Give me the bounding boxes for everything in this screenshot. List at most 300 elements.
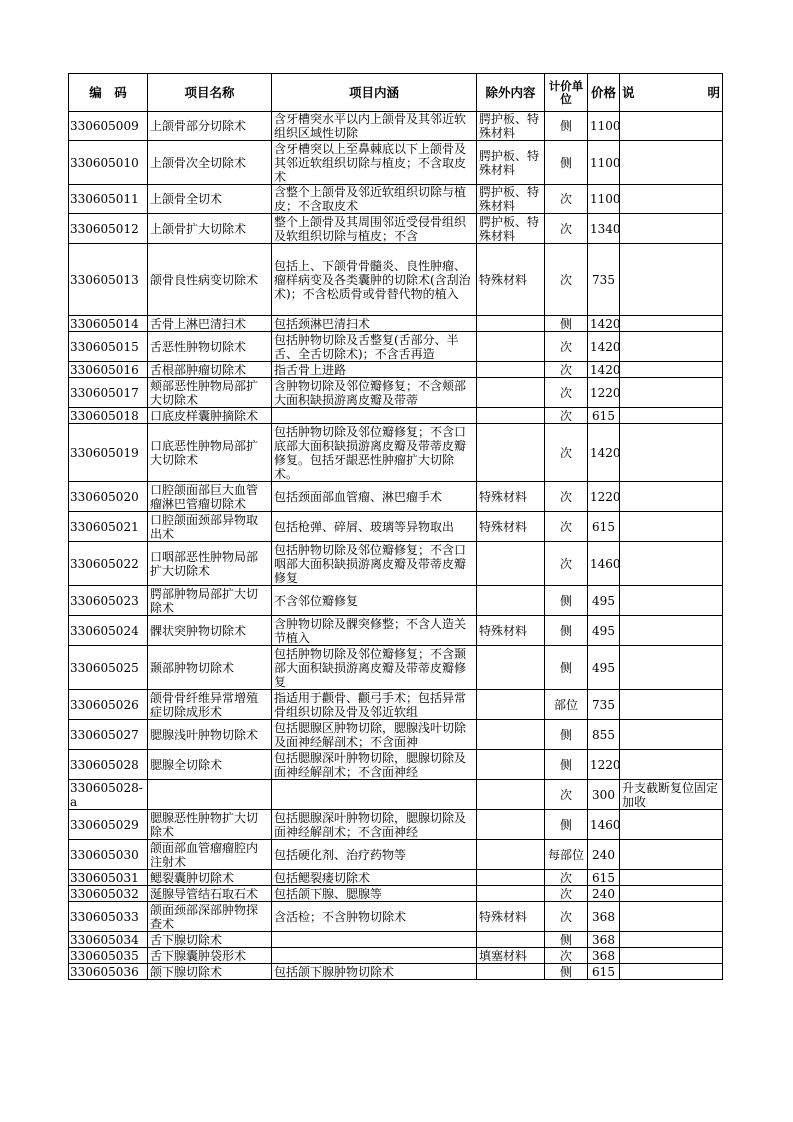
cell-code [69, 141, 148, 185]
cell-code-text: 330605028-a [70, 780, 143, 809]
cell-unit-text: 侧 [559, 155, 572, 170]
cell-content [272, 690, 477, 720]
cell-content-text: 包括硬化剂、治疗药物等 [274, 847, 407, 862]
cell-price-text: 615 [592, 964, 615, 979]
cell-note [620, 512, 723, 542]
cell-price [588, 902, 620, 932]
cell-code [69, 542, 148, 586]
cell-unit-text: 次 [559, 787, 572, 802]
cell-code [69, 482, 148, 512]
cell-content [272, 886, 477, 902]
cell-exclusions [477, 720, 545, 750]
cell-content [272, 185, 477, 214]
cell-name [148, 185, 272, 214]
cell-price [588, 378, 620, 408]
cell-price-text: 495 [592, 593, 615, 608]
cell-exclusions [477, 964, 545, 980]
cell-note [620, 646, 723, 690]
cell-unit [545, 244, 588, 316]
cell-content [272, 332, 477, 362]
cell-exclusions [477, 482, 545, 512]
table-row [69, 214, 723, 244]
cell-name-text: 舌下腺囊肿袋形术 [150, 948, 247, 963]
cell-name-text: 上颌骨全切术 [150, 192, 223, 206]
table-row [69, 646, 723, 690]
cell-name-text: 颌面部血管瘤瘤腔内注射术 [150, 840, 259, 869]
cell-content [272, 424, 477, 482]
cell-price [588, 690, 620, 720]
header-exclusions: 除外内容 [477, 74, 545, 112]
cell-note [620, 810, 723, 840]
cell-unit [545, 780, 588, 810]
cell-note [620, 932, 723, 948]
cell-code-text: 330605029 [70, 817, 139, 832]
cell-code [69, 750, 148, 780]
cell-content-text: 含牙槽突以上至鼻棘底以下上颌骨及其邻近软组织切除与植皮；不含取皮术 [274, 141, 467, 184]
cell-exclusions [477, 646, 545, 690]
cell-name-text: 上颌骨次全切除术 [150, 155, 247, 170]
cell-content [272, 482, 477, 512]
cell-content-text: 包括肿物切除及舌整复(舌部分、半舌、全舌切除术)；不含舌再造 [274, 332, 459, 361]
cell-code-text: 330605017 [70, 385, 139, 400]
cell-unit-text: 次 [559, 886, 572, 901]
cell-code-text: 330605009 [70, 119, 139, 133]
cell-name-text: 颊部恶性肿物局部扩大切除术 [150, 378, 259, 407]
cell-unit [545, 482, 588, 512]
cell-unit-text: 次 [559, 408, 572, 423]
cell-code [69, 332, 148, 362]
cell-name-text: 颌骨良性病变切除术 [150, 272, 259, 287]
header-note-right: 明 [707, 84, 720, 100]
cell-unit [545, 542, 588, 586]
cell-unit [545, 690, 588, 720]
cell-price-text: 1220 [590, 385, 621, 400]
cell-note [620, 948, 723, 964]
cell-code [69, 214, 148, 244]
cell-unit-text: 次 [559, 339, 572, 354]
cell-code-text: 330605015 [70, 339, 139, 354]
cell-unit [545, 185, 588, 214]
cell-exclusions-text: 特殊材料 [479, 623, 528, 638]
cell-content-text: 包括鳃裂瘘切除术 [274, 870, 371, 885]
cell-price-text: 495 [592, 623, 615, 638]
cell-name [148, 586, 272, 616]
cell-content-text: 含肿物切除及髁突修整；不含人造关节植入 [274, 616, 467, 645]
header-content: 项目内涵 [272, 74, 477, 112]
cell-price-text: 1340 [590, 221, 621, 236]
cell-name-text: 腭部肿物局部扩大切除术 [150, 586, 259, 615]
cell-code-text: 330605035 [70, 948, 139, 963]
cell-note [620, 870, 723, 886]
table-row [69, 948, 723, 964]
cell-content [272, 512, 477, 542]
cell-exclusions [477, 750, 545, 780]
cell-content-text: 指适用于颧骨、颧弓手术；包括异常骨组织切除及骨及邻近软组 [274, 690, 467, 719]
cell-content [272, 964, 477, 980]
cell-name [148, 424, 272, 482]
cell-unit [545, 141, 588, 185]
cell-unit-text: 侧 [559, 623, 572, 638]
cell-name [148, 244, 272, 316]
cell-unit-text: 侧 [559, 119, 572, 133]
cell-price [588, 482, 620, 512]
cell-price [588, 932, 620, 948]
cell-code [69, 646, 148, 690]
cell-price-text: 1420 [590, 445, 621, 460]
cell-code-text: 330605034 [70, 932, 139, 947]
header-note [620, 74, 723, 112]
cell-price-text: 1100 [590, 192, 621, 206]
cell-exclusions [477, 141, 545, 185]
cell-content [272, 810, 477, 840]
cell-unit [545, 870, 588, 886]
cell-note-text: 升支截断复位固定加收 [622, 780, 719, 809]
cell-name [148, 902, 272, 932]
cell-note [620, 141, 723, 185]
cell-unit [545, 362, 588, 378]
table-row [69, 780, 723, 810]
table-row [69, 616, 723, 646]
cell-exclusions-text: 腭护板、特殊材料 [479, 148, 540, 177]
cell-content [272, 378, 477, 408]
cell-code-text: 330605031 [70, 870, 139, 885]
cell-unit-text: 侧 [559, 757, 572, 772]
cell-unit [545, 424, 588, 482]
cell-name [148, 840, 272, 870]
cell-content-text: 包括腮腺深叶肿物切除，腮腺切除及面神经解剖术；不含面神经 [274, 810, 467, 839]
cell-code [69, 185, 148, 214]
cell-unit [545, 586, 588, 616]
cell-note [620, 316, 723, 332]
cell-content-text: 包括枪弹、碎屑、玻璃等异物取出 [274, 519, 455, 534]
cell-content-text: 整个上颌骨及其周围邻近受侵骨组织及软组织切除与植皮；不含 [274, 214, 467, 243]
table-header-row [69, 74, 723, 112]
cell-code [69, 112, 148, 141]
cell-content-text: 包括上、下颌骨骨髓炎、良性肿瘤、瘤样病变及各类囊肿的切除术(含刮治术)；不含松质骨或骨替代物的植入 [274, 258, 471, 301]
cell-content [272, 902, 477, 932]
cell-code-text: 330605012 [70, 221, 139, 236]
cell-price [588, 964, 620, 980]
cell-unit-text: 侧 [559, 660, 572, 675]
cell-unit [545, 948, 588, 964]
cell-code-text: 330605033 [70, 909, 139, 924]
cell-name-text: 口腔颌面颈部异物取出术 [150, 512, 259, 541]
cell-content-text: 包括颌下腺肿物切除术 [274, 964, 395, 979]
cell-name-text: 颌下腺切除术 [150, 964, 223, 979]
cell-price [588, 646, 620, 690]
cell-price-text: 368 [592, 932, 615, 947]
cell-code [69, 964, 148, 980]
cell-unit [545, 646, 588, 690]
cell-content-text: 包括肿物切除及邻位瓣修复；不含口底部大面积缺损游离皮瓣及带蒂皮瓣修复。包括牙龈恶性肿瘤扩大切除术。 [274, 424, 467, 481]
cell-name [148, 316, 272, 332]
cell-name-text: 舌下腺切除术 [150, 932, 223, 947]
cell-code [69, 840, 148, 870]
cell-price-text: 1460 [590, 556, 621, 571]
cell-code-text: 330605022 [70, 556, 139, 571]
cell-price [588, 362, 620, 378]
cell-name [148, 870, 272, 886]
cell-unit [545, 902, 588, 932]
cell-content [272, 408, 477, 424]
cell-code-text: 330605023 [70, 593, 139, 608]
cell-unit [545, 316, 588, 332]
cell-content-text: 指舌骨上进路 [274, 362, 347, 377]
cell-price [588, 244, 620, 316]
cell-exclusions-text: 腭护板、特殊材料 [479, 185, 540, 213]
cell-code [69, 378, 148, 408]
cell-unit-text: 次 [559, 870, 572, 885]
cell-price-text: 735 [592, 272, 615, 287]
table-row [69, 690, 723, 720]
cell-price-text: 735 [592, 697, 615, 712]
cell-unit-text: 次 [559, 272, 572, 287]
cell-price-text: 1460 [590, 817, 621, 832]
cell-code [69, 902, 148, 932]
cell-code [69, 780, 148, 810]
cell-code-text: 330605018 [70, 408, 139, 423]
cell-price [588, 948, 620, 964]
table-row [69, 902, 723, 932]
header-name: 项目名称 [148, 74, 272, 112]
cell-code [69, 362, 148, 378]
cell-price-text: 368 [592, 909, 615, 924]
cell-unit-text: 次 [559, 362, 572, 377]
cell-note [620, 586, 723, 616]
table-row [69, 316, 723, 332]
cell-unit [545, 214, 588, 244]
cell-name-text: 颌骨骨纤维异常增殖症切除成形术 [150, 690, 259, 719]
cell-price-text: 615 [592, 408, 615, 423]
cell-exclusions [477, 780, 545, 810]
cell-unit-text: 每部位 [547, 847, 584, 862]
cell-content [272, 244, 477, 316]
cell-code-text: 330605030 [70, 847, 139, 862]
cell-exclusions [477, 512, 545, 542]
cell-name-text: 口底恶性肿物局部扩大切除术 [150, 438, 259, 467]
cell-name [148, 948, 272, 964]
table-row [69, 185, 723, 214]
table-row [69, 964, 723, 980]
cell-note [620, 378, 723, 408]
header-code: 编 码 [69, 74, 148, 112]
cell-note [620, 720, 723, 750]
cell-exclusions [477, 616, 545, 646]
cell-content-text: 含肿物切除及邻位瓣修复；不含颊部大面积缺损游离皮瓣及带蒂 [274, 378, 467, 407]
cell-name [148, 482, 272, 512]
cell-code-text: 330605011 [70, 192, 139, 206]
cell-price-text: 1220 [590, 757, 621, 772]
cell-content-text: 含活检；不含肿物切除术 [274, 909, 407, 924]
cell-exclusions-text: 特殊材料 [479, 519, 528, 534]
cell-note [620, 362, 723, 378]
cell-exclusions [477, 690, 545, 720]
cell-price [588, 424, 620, 482]
cell-price-text: 1420 [590, 316, 621, 331]
cell-unit [545, 840, 588, 870]
cell-content-text: 包括腮腺区肿物切除，腮腺浅叶切除及面神经解剖术；不含面神 [274, 720, 467, 749]
cell-note [620, 332, 723, 362]
cell-code-text: 330605036 [70, 964, 139, 979]
cell-note [620, 886, 723, 902]
table-row [69, 332, 723, 362]
cell-name-text: 上颌骨部分切除术 [150, 119, 247, 133]
cell-exclusions-text: 腭护板、特殊材料 [479, 112, 540, 140]
cell-content-text: 包括颌下腺、腮腺等 [274, 886, 383, 901]
cell-unit-text: 次 [559, 192, 572, 206]
cell-name [148, 362, 272, 378]
cell-unit-text: 次 [559, 556, 572, 571]
cell-content-text: 包括肿物切除及邻位瓣修复；不含颞部大面积缺损游离皮瓣及带蒂皮瓣修复 [274, 646, 467, 689]
cell-name [148, 332, 272, 362]
cell-exclusions [477, 408, 545, 424]
cell-content [272, 214, 477, 244]
cell-content [272, 316, 477, 332]
cell-price [588, 780, 620, 810]
table-row [69, 542, 723, 586]
cell-name-text: 颌面颈部深部肿物探查术 [150, 902, 259, 931]
cell-code [69, 886, 148, 902]
cell-unit [545, 616, 588, 646]
cell-name [148, 112, 272, 141]
cell-unit-text: 侧 [559, 316, 572, 331]
cell-code [69, 720, 148, 750]
cell-name [148, 646, 272, 690]
cell-name [148, 408, 272, 424]
cell-code [69, 932, 148, 948]
cell-price [588, 512, 620, 542]
cell-content [272, 948, 477, 964]
cell-content [272, 646, 477, 690]
cell-code [69, 244, 148, 316]
cell-exclusions [477, 185, 545, 214]
cell-name [148, 141, 272, 185]
cell-name-text: 腮腺恶性肿物扩大切除术 [150, 810, 259, 839]
cell-price-text: 1420 [590, 362, 621, 377]
cell-unit [545, 332, 588, 362]
cell-exclusions [477, 378, 545, 408]
cell-name-text: 涎腺导管结石取石术 [150, 886, 259, 901]
cell-price [588, 141, 620, 185]
cell-code [69, 586, 148, 616]
cell-content [272, 112, 477, 141]
cell-code [69, 424, 148, 482]
cell-exclusions [477, 586, 545, 616]
cell-price-text: 1220 [590, 489, 621, 504]
cell-unit-text: 次 [559, 385, 572, 400]
cell-code [69, 810, 148, 840]
cell-name [148, 964, 272, 980]
cell-price-text: 1100 [590, 119, 621, 133]
cell-price-text: 1100 [590, 155, 621, 170]
cell-content [272, 780, 477, 810]
cell-code-text: 330605019 [70, 445, 139, 460]
cell-unit-text: 部位 [553, 697, 578, 712]
cell-code-text: 330605024 [70, 623, 139, 638]
cell-price-text: 855 [592, 727, 615, 742]
table-row [69, 870, 723, 886]
cell-name-text: 舌根部肿瘤切除术 [150, 362, 247, 377]
cell-unit-text: 次 [559, 948, 572, 963]
cell-code [69, 408, 148, 424]
cell-note [620, 408, 723, 424]
cell-name [148, 512, 272, 542]
cell-exclusions [477, 810, 545, 840]
cell-note [620, 482, 723, 512]
table-row [69, 720, 723, 750]
cell-price-text: 368 [592, 948, 615, 963]
cell-exclusions [477, 214, 545, 244]
cell-exclusions [477, 932, 545, 948]
cell-exclusions-text: 特殊材料 [479, 489, 528, 504]
cell-code-text: 330605016 [70, 362, 139, 377]
cell-exclusions [477, 886, 545, 902]
table-row [69, 112, 723, 141]
table-row [69, 141, 723, 185]
cell-name [148, 378, 272, 408]
table-row [69, 424, 723, 482]
cell-exclusions-text: 特殊材料 [479, 909, 528, 924]
cell-content [272, 870, 477, 886]
cell-name-text: 腮腺全切除术 [150, 757, 223, 772]
cell-unit [545, 378, 588, 408]
cell-name [148, 690, 272, 720]
cell-price-text: 1420 [590, 339, 621, 354]
cell-name-text: 口咽部恶性肿物局部扩大切除术 [150, 549, 259, 578]
cell-note [620, 616, 723, 646]
cell-code-text: 330605010 [70, 155, 139, 170]
cell-price [588, 870, 620, 886]
table-row [69, 512, 723, 542]
cell-exclusions [477, 316, 545, 332]
table-row [69, 408, 723, 424]
table-row [69, 932, 723, 948]
cell-name [148, 750, 272, 780]
cell-unit-text: 侧 [559, 727, 572, 742]
table-row [69, 810, 723, 840]
cell-name [148, 616, 272, 646]
table-row [69, 244, 723, 316]
table-row [69, 750, 723, 780]
cell-exclusions-text: 腭护板、特殊材料 [479, 214, 540, 243]
cell-note [620, 112, 723, 141]
cell-price-text: 240 [592, 847, 615, 862]
cell-unit-text: 侧 [559, 932, 572, 947]
cell-unit-text: 侧 [559, 593, 572, 608]
cell-unit [545, 932, 588, 948]
header-note-left: 说 [622, 84, 635, 100]
cell-name [148, 886, 272, 902]
cell-exclusions [477, 332, 545, 362]
cell-content-text: 包括颈面部血管瘤、淋巴瘤手术 [274, 489, 443, 504]
cell-unit [545, 964, 588, 980]
cell-name-text: 舌恶性肿物切除术 [150, 339, 247, 354]
cell-note [620, 690, 723, 720]
cell-unit-text: 侧 [559, 964, 572, 979]
cell-content [272, 141, 477, 185]
cell-name [148, 720, 272, 750]
cell-unit [545, 512, 588, 542]
cell-code [69, 316, 148, 332]
cell-content-text: 包括颈淋巴清扫术 [274, 316, 371, 331]
cell-price [588, 616, 620, 646]
cell-code-text: 330605027 [70, 727, 139, 742]
cell-code-text: 330605025 [70, 660, 139, 675]
cell-note [620, 244, 723, 316]
cell-code-text: 330605014 [70, 316, 139, 331]
table-row [69, 886, 723, 902]
cell-note [620, 424, 723, 482]
